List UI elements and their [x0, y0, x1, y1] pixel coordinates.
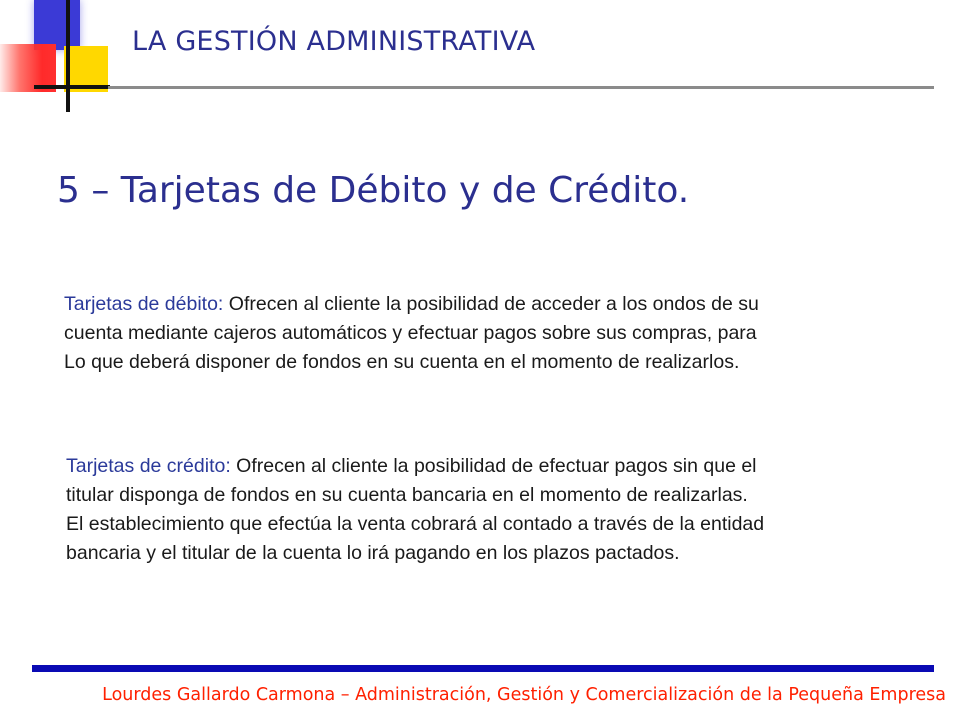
logo-horizontal-line	[34, 85, 110, 89]
debit-line-3: Lo que deberá disponer de fondos en su cuenta en el momento de realizarlos.	[64, 351, 740, 373]
credit-line-1	[66, 452, 764, 481]
logo-vertical-line	[66, 0, 70, 112]
credit-line-4: bancaria y el titular de la cuenta lo irá pagando en los plazos pactados.	[66, 542, 680, 564]
credit-term: Tarjetas de crédito:	[66, 455, 231, 477]
footer-author: Lourdes Gallardo Carmona – Administración, Gestión y Comercialización de la Pequeña Empresa	[102, 685, 946, 705]
credit-card-paragraph	[66, 452, 764, 568]
header-title: LA GESTIÓN ADMINISTRATIVA	[132, 26, 536, 57]
debit-term: Tarjetas de débito:	[64, 293, 224, 315]
header-divider	[108, 86, 934, 89]
logo-blue-square	[34, 0, 80, 50]
footer-divider	[32, 665, 934, 672]
debit-line-1-text: Ofrecen al cliente la posibilidad de acceder a los ondos de su	[223, 293, 759, 315]
debit-card-paragraph	[64, 290, 759, 377]
slide-title: 5 – Tarjetas de Débito y de Crédito.	[57, 170, 690, 211]
credit-line-2: titular disponga de fondos en su cuenta bancaria en el momento de realizarlas.	[66, 484, 748, 506]
debit-line-2: cuenta mediante cajeros automáticos y efectuar pagos sobre sus compras, para	[64, 322, 757, 344]
debit-line-1	[64, 290, 759, 319]
credit-line-1-text: Ofrecen al cliente la posibilidad de efectuar pagos sin que el	[230, 455, 757, 477]
credit-line-3: El establecimiento que efectúa la venta cobrará al contado a través de la entidad	[66, 513, 765, 535]
template-logo	[0, 0, 110, 112]
